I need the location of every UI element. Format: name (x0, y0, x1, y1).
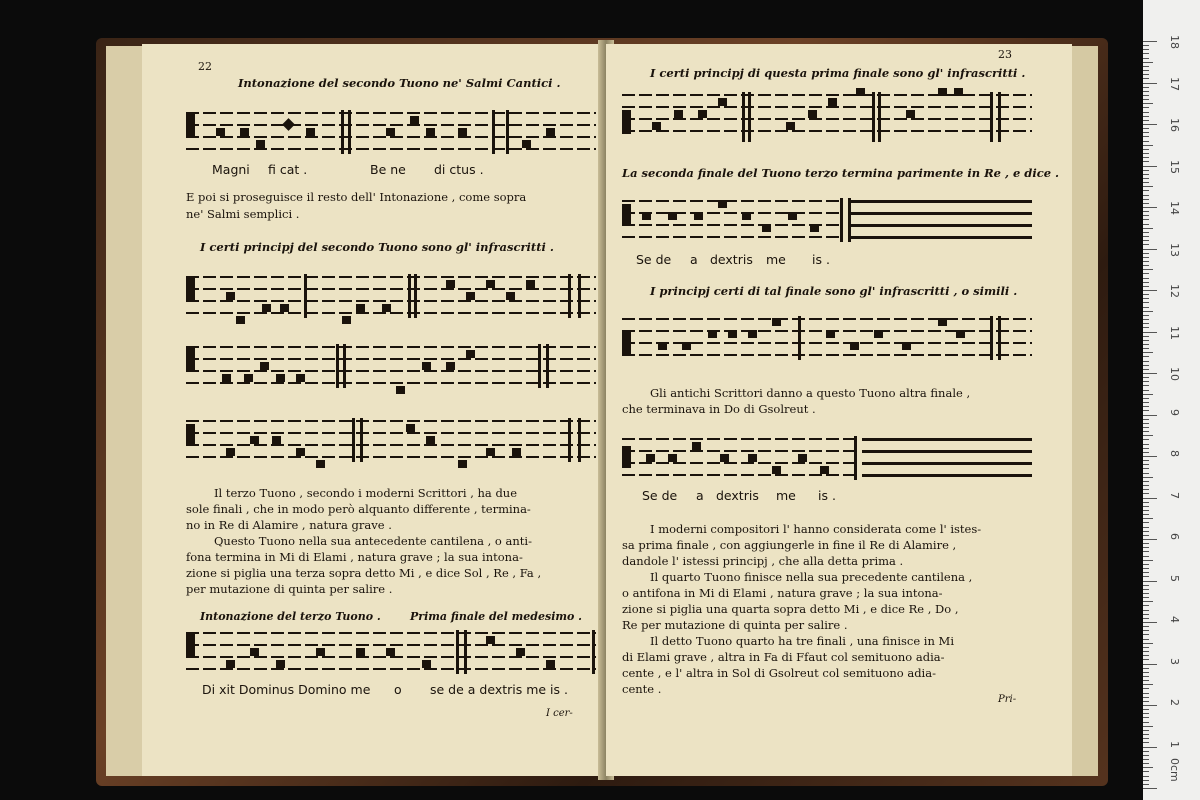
ruler-label: 2 (1168, 699, 1181, 706)
ruler-minor-tick (1143, 593, 1149, 594)
ruler-minor-tick (1143, 369, 1149, 370)
lyric-syllable: dextris (710, 252, 753, 267)
ruler-minor-tick (1143, 709, 1149, 710)
ruler-minor-tick (1143, 676, 1149, 677)
text-line: sa prima finale , con aggiungerle in fine il Re di Alamire , (622, 538, 957, 552)
ruler-minor-tick (1143, 203, 1149, 204)
text-line: cente , e l' altra in Sol di Gsolreut col semituono adia- (622, 666, 936, 680)
ruler-minor-tick (1143, 759, 1149, 760)
text-line: zione si piglia una terza sopra detto Mi , e dice Sol , Re , Fa , (186, 566, 542, 580)
text-line: Re per mutazione di quinta per salire . (622, 618, 848, 632)
lyric-syllable: Be ne (370, 162, 406, 177)
ruler-label: 17 (1168, 76, 1181, 91)
ruler-minor-tick (1143, 514, 1149, 515)
heading: I principj certi di tal finale sono gl' infrascritti , o simili . (650, 284, 1018, 298)
ruler-minor-tick (1143, 767, 1153, 768)
text-line: o antifona in Mi di Elami , natura grave ; la sua intona- (622, 586, 943, 600)
ruler-minor-tick (1143, 655, 1149, 656)
ruler-major-tick (1143, 332, 1157, 333)
ruler-minor-tick (1143, 605, 1149, 606)
ruler-minor-tick (1143, 464, 1149, 465)
ruler-minor-tick (1143, 311, 1153, 312)
ruler-minor-tick (1143, 697, 1149, 698)
ruler-minor-tick (1143, 232, 1149, 233)
ruler-minor-tick (1143, 734, 1149, 735)
ruler-minor-tick (1143, 551, 1149, 552)
ruler-minor-tick (1143, 423, 1149, 424)
ruler-minor-tick (1143, 738, 1149, 739)
ruler-minor-tick (1143, 298, 1149, 299)
text-line: Il detto Tuono quarto ha tre finali , una finisce in Mi (650, 634, 955, 648)
ruler-minor-tick (1143, 506, 1149, 507)
ruler-minor-tick (1143, 336, 1149, 337)
ruler-minor-tick (1143, 489, 1149, 490)
ruler-minor-tick (1143, 477, 1153, 478)
ruler-minor-tick (1143, 116, 1149, 117)
ruler-minor-tick (1143, 78, 1149, 79)
ruler-minor-tick (1143, 543, 1149, 544)
lyric-syllable: is . (812, 252, 830, 267)
ruler-minor-tick (1143, 406, 1149, 407)
ruler-major-tick (1143, 705, 1157, 706)
music-staff (622, 200, 1032, 244)
ruler-minor-tick (1143, 361, 1149, 362)
ruler-minor-tick (1143, 66, 1149, 67)
ruler-label: 8 (1168, 450, 1181, 457)
ruler-minor-tick (1143, 195, 1149, 196)
ruler-minor-tick (1143, 634, 1149, 635)
ruler-minor-tick (1143, 771, 1149, 772)
right-page-edges (1072, 46, 1098, 776)
ruler-minor-tick (1143, 128, 1149, 129)
ruler-minor-tick (1143, 273, 1149, 274)
ruler-minor-tick (1143, 402, 1149, 403)
ruler-minor-tick (1143, 161, 1149, 162)
lyric-syllable: Magni (212, 162, 250, 177)
text-line: Il terzo Tuono , secondo i moderni Scrittori , ha due (214, 486, 518, 500)
heading: La seconda finale del Tuono terzo termina parimente in Re , e dice . (622, 166, 1060, 180)
ruler-minor-tick (1143, 265, 1149, 266)
ruler-minor-tick (1143, 518, 1153, 519)
ruler-minor-tick (1143, 261, 1149, 262)
ruler-minor-tick (1143, 141, 1149, 142)
ruler-minor-tick (1143, 448, 1149, 449)
ruler-label: 13 (1168, 242, 1181, 257)
text-line: sole finali , che in modo però alquanto differente , termina- (186, 502, 531, 516)
ruler-major-tick (1143, 456, 1157, 457)
ruler-minor-tick (1143, 381, 1149, 382)
text-line: per mutazione di quinta per salire . (186, 582, 393, 596)
page-number: 22 (198, 60, 212, 73)
music-staff (186, 420, 596, 464)
ruler-minor-tick (1143, 763, 1149, 764)
ruler-major-tick (1143, 539, 1157, 540)
music-staff (186, 346, 596, 390)
ruler-minor-tick (1143, 394, 1153, 395)
ruler-minor-tick (1143, 190, 1149, 191)
ruler-label: 4 (1168, 616, 1181, 623)
text-line: Questo Tuono nella sua antecedente cantilena , o anti- (214, 534, 532, 548)
ruler-minor-tick (1143, 45, 1149, 46)
ruler-minor-tick (1143, 784, 1149, 785)
lyric-syllable: me (766, 252, 786, 267)
ruler-minor-tick (1143, 556, 1149, 557)
ruler-minor-tick (1143, 58, 1149, 59)
ruler-minor-tick (1143, 522, 1149, 523)
text-line: di Elami grave , altra in Fa di Ffaut col semituono adia- (622, 650, 945, 664)
ruler-major-tick (1143, 664, 1157, 665)
ruler-minor-tick (1143, 639, 1149, 640)
catchword: Pri- (998, 694, 1017, 705)
lyric-syllable: a (690, 252, 698, 267)
heading: I certi principj di questa prima finale sono gl' infrascritti . (650, 66, 1026, 80)
ruler-minor-tick (1143, 228, 1153, 229)
ruler-minor-tick (1143, 564, 1149, 565)
ruler-minor-tick (1143, 307, 1149, 308)
ruler-minor-tick (1143, 435, 1153, 436)
heading: Intonazione del terzo Tuono . (200, 610, 381, 623)
text-line: I moderni compositori l' hanno considerata come l' istes- (650, 522, 982, 536)
ruler-minor-tick (1143, 178, 1149, 179)
ruler-minor-tick (1143, 527, 1149, 528)
ruler-minor-tick (1143, 701, 1149, 702)
page-number: 23 (998, 48, 1012, 61)
ruler-minor-tick (1143, 751, 1149, 752)
ruler-minor-tick (1143, 614, 1149, 615)
ruler-minor-tick (1143, 323, 1149, 324)
ruler-minor-tick (1143, 693, 1149, 694)
lyric-syllable: me (776, 488, 796, 503)
ruler-minor-tick (1143, 672, 1149, 673)
ruler-minor-tick (1143, 481, 1149, 482)
ruler-minor-tick (1143, 610, 1149, 611)
ruler-minor-tick (1143, 630, 1149, 631)
ruler-minor-tick (1143, 211, 1149, 212)
left-page (142, 44, 604, 776)
right-page (606, 44, 1072, 776)
music-staff (622, 318, 1032, 362)
ruler-minor-tick (1143, 726, 1153, 727)
ruler-minor-tick (1143, 319, 1149, 320)
ruler-minor-tick (1143, 186, 1153, 187)
ruler-minor-tick (1143, 780, 1149, 781)
ruler-minor-tick (1143, 659, 1149, 660)
ruler-major-tick (1143, 290, 1157, 291)
ruler-label: 3 (1168, 657, 1181, 665)
ruler-minor-tick (1143, 199, 1149, 200)
text-line: Gli antichi Scrittori danno a questo Tuono altra finale , (650, 386, 971, 400)
ruler-minor-tick (1143, 717, 1149, 718)
ruler-label: 12 (1168, 284, 1181, 298)
ruler-minor-tick (1143, 278, 1149, 279)
ruler-minor-tick (1143, 149, 1149, 150)
ruler-minor-tick (1143, 340, 1149, 341)
ruler-label: 18 (1168, 35, 1181, 49)
ruler-minor-tick (1143, 315, 1149, 316)
ruler-minor-tick (1143, 62, 1153, 63)
ruler-minor-tick (1143, 410, 1149, 411)
music-staff (186, 276, 596, 320)
ruler-label: 7 (1168, 491, 1181, 499)
ruler-label: 10 (1168, 367, 1181, 381)
ruler-minor-tick (1143, 688, 1149, 689)
ruler-minor-tick (1143, 215, 1149, 216)
ruler-minor-tick (1143, 95, 1149, 96)
ruler-minor-tick (1143, 618, 1149, 619)
ruler-minor-tick (1143, 713, 1149, 714)
heading: Intonazione del secondo Tuono ne' Salmi Cantici . (238, 76, 561, 90)
music-staff (186, 112, 596, 156)
ruler-label: 6 (1168, 533, 1181, 540)
text-line: fona termina in Mi di Elami , natura grave ; la sua intona- (186, 550, 523, 564)
ruler-minor-tick (1143, 431, 1149, 432)
ruler-minor-tick (1143, 473, 1149, 474)
ruler-minor-tick (1143, 87, 1149, 88)
ruler-major-tick (1143, 747, 1157, 748)
ruler-major-tick (1143, 83, 1157, 84)
lyric-syllable: is . (818, 488, 836, 503)
ruler-minor-tick (1143, 444, 1149, 445)
ruler-label: 5 (1168, 574, 1181, 582)
catchword: I cer- (546, 708, 573, 719)
ruler-minor-tick (1143, 174, 1149, 175)
ruler-minor-tick (1143, 282, 1149, 283)
ruler-minor-tick (1143, 377, 1149, 378)
text-line: cente . (622, 682, 662, 696)
ruler-major-tick (1143, 373, 1157, 374)
ruler-minor-tick (1143, 576, 1149, 577)
ruler-minor-tick (1143, 643, 1153, 644)
ruler-major-tick (1143, 788, 1157, 789)
ruler-minor-tick (1143, 390, 1149, 391)
heading: I certi principj del secondo Tuono sono gl' infrascritti . (200, 240, 554, 254)
ruler-major-tick (1143, 207, 1157, 208)
ruler-minor-tick (1143, 601, 1153, 602)
ruler-minor-tick (1143, 398, 1149, 399)
lyric-syllable: se de a dextris me is . (430, 682, 568, 697)
ruler-minor-tick (1143, 49, 1149, 50)
ruler-minor-tick (1143, 153, 1149, 154)
left-page-edges (106, 46, 142, 776)
ruler-minor-tick (1143, 589, 1149, 590)
ruler-minor-tick (1143, 365, 1149, 366)
ruler-minor-tick (1143, 547, 1149, 548)
ruler-minor-tick (1143, 120, 1149, 121)
ruler-minor-tick (1143, 244, 1149, 245)
ruler-label: 16 (1168, 118, 1181, 132)
ruler-minor-tick (1143, 91, 1149, 92)
lyric-syllable: o (394, 682, 402, 697)
ruler-minor-tick (1143, 344, 1149, 345)
ruler-minor-tick (1143, 302, 1149, 303)
ruler-minor-tick (1143, 651, 1149, 652)
ruler-minor-tick (1143, 560, 1153, 561)
ruler-minor-tick (1143, 597, 1149, 598)
ruler-minor-tick (1143, 145, 1153, 146)
measurement-ruler (1143, 0, 1200, 800)
ruler-minor-tick (1143, 99, 1149, 100)
ruler-minor-tick (1143, 74, 1149, 75)
ruler-minor-tick (1143, 468, 1149, 469)
lyric-syllable: di ctus . (434, 162, 484, 177)
heading: Prima finale del medesimo . (410, 610, 583, 623)
ruler-minor-tick (1143, 257, 1149, 258)
ruler-minor-tick (1143, 755, 1149, 756)
ruler-minor-tick (1143, 452, 1149, 453)
ruler-major-tick (1143, 498, 1157, 499)
lyric-syllable: Di xit Dominus Domino me (202, 682, 371, 697)
ruler-minor-tick (1143, 356, 1149, 357)
music-staff (186, 632, 596, 676)
ruler-minor-tick (1143, 668, 1149, 669)
ruler-minor-tick (1143, 269, 1153, 270)
ruler-minor-tick (1143, 219, 1149, 220)
ruler-minor-tick (1143, 647, 1149, 648)
ruler-minor-tick (1143, 352, 1153, 353)
ruler-minor-tick (1143, 776, 1149, 777)
text-line: Il quarto Tuono finisce nella sua precedente cantilena , (650, 570, 973, 584)
ruler-minor-tick (1143, 535, 1149, 536)
ruler-minor-tick (1143, 730, 1149, 731)
ruler-minor-tick (1143, 385, 1149, 386)
ruler-minor-tick (1143, 510, 1149, 511)
ruler-minor-tick (1143, 722, 1149, 723)
lyric-syllable: dextris (716, 488, 759, 503)
text-line: dandole l' istessi principj , che alla detta prima . (622, 554, 904, 568)
ruler-major-tick (1143, 581, 1157, 582)
ruler-minor-tick (1143, 182, 1149, 183)
ruler-minor-tick (1143, 568, 1149, 569)
ruler-minor-tick (1143, 485, 1149, 486)
music-staff (622, 438, 1032, 482)
ruler-minor-tick (1143, 136, 1149, 137)
ruler-minor-tick (1143, 53, 1149, 54)
ruler-label: 14 (1168, 201, 1181, 215)
ruler-major-tick (1143, 622, 1157, 623)
ruler-minor-tick (1143, 427, 1149, 428)
ruler-minor-tick (1143, 493, 1149, 494)
ruler-minor-tick (1143, 419, 1149, 420)
ruler-minor-tick (1143, 327, 1149, 328)
ruler-minor-tick (1143, 224, 1149, 225)
ruler-minor-tick (1143, 236, 1149, 237)
lyric-syllable: Se de (642, 488, 678, 503)
ruler-label: 1 (1168, 740, 1181, 748)
ruler-minor-tick (1143, 348, 1149, 349)
ruler-label: 0cm (1168, 758, 1181, 782)
ruler-minor-tick (1143, 286, 1149, 287)
ruler-minor-tick (1143, 572, 1149, 573)
ruler-minor-tick (1143, 157, 1149, 158)
ruler-minor-tick (1143, 460, 1149, 461)
ruler-minor-tick (1143, 531, 1149, 532)
ruler-minor-tick (1143, 502, 1149, 503)
text-line: ne' Salmi semplici . (186, 207, 300, 221)
ruler-minor-tick (1143, 680, 1149, 681)
ruler-major-tick (1143, 249, 1157, 250)
ruler-minor-tick (1143, 70, 1149, 71)
lyric-syllable: fi cat . (268, 162, 308, 177)
ruler-minor-tick (1143, 170, 1149, 171)
text-line: E poi si proseguisce il resto dell' Intonazione , come sopra (186, 190, 527, 204)
ruler-minor-tick (1143, 585, 1149, 586)
text-line: no in Re di Alamire , natura grave . (186, 518, 392, 532)
ruler-minor-tick (1143, 112, 1149, 113)
lyric-syllable: a (696, 488, 704, 503)
ruler-major-tick (1143, 124, 1157, 125)
ruler-label: 11 (1168, 325, 1181, 340)
music-staff (622, 94, 1032, 144)
ruler-minor-tick (1143, 294, 1149, 295)
ruler-major-tick (1143, 415, 1157, 416)
ruler-minor-tick (1143, 626, 1149, 627)
lyric-syllable: Se de (636, 252, 672, 267)
ruler-minor-tick (1143, 103, 1153, 104)
ruler-minor-tick (1143, 742, 1149, 743)
ruler-label: 9 (1168, 408, 1181, 416)
ruler-major-tick (1143, 166, 1157, 167)
ruler-minor-tick (1143, 439, 1149, 440)
text-line: zione si piglia una quarta sopra detto Mi , e dice Re , Do , (622, 602, 959, 616)
ruler-minor-tick (1143, 253, 1149, 254)
ruler-minor-tick (1143, 684, 1153, 685)
ruler-minor-tick (1143, 107, 1149, 108)
ruler-label: 15 (1168, 159, 1181, 174)
ruler-minor-tick (1143, 132, 1149, 133)
text-line: che terminava in Do di Gsolreut . (622, 402, 816, 416)
ruler-minor-tick (1143, 240, 1149, 241)
ruler-major-tick (1143, 41, 1157, 42)
